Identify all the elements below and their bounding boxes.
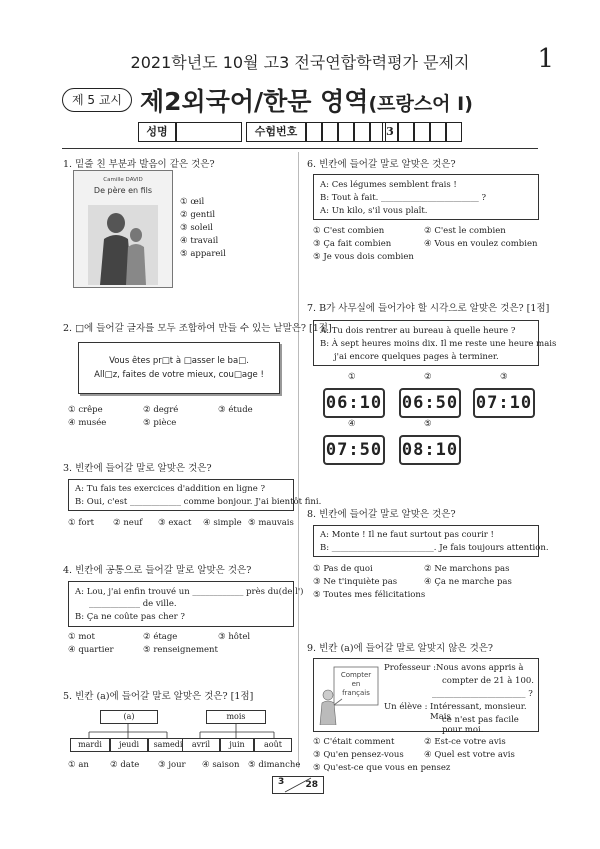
digital-clock[interactable]: 07:50 [323,435,385,465]
name-field[interactable] [176,122,242,142]
q3-line: B: Oui, c'est ____________ comme bonjour. J'ai bientôt fini. [75,497,322,507]
q2-line: All□z, faites de votre mieux, cou□age ! [94,370,264,380]
q3-dialogue-box [68,479,322,511]
subject-paren: (프랑스어 Ⅰ) [368,93,473,115]
board-line: en [351,680,361,688]
q5-option[interactable]: ① an [68,760,89,770]
q8-line: B: ________________________. Je fais toujours attention. [320,543,549,553]
q5-prompt: 5. 빈칸 (a)에 들어갈 말로 알맞은 것은? [1점] [63,691,254,702]
q9-option[interactable]: ② Est-ce votre avis [424,737,506,747]
q2-passage-box [78,342,280,394]
q4-line: ____________ de ville. [89,599,177,609]
board-line: français [342,689,370,697]
q5-word-box: samedi [148,738,188,752]
book-cover-image [73,170,173,288]
q9-option[interactable]: ① C'était comment [313,737,395,747]
q8-option[interactable]: ③ Ne t'inquiète pas [313,577,398,587]
digital-clock[interactable]: 08:10 [399,435,461,465]
q7-clock-number: ① [348,372,356,382]
q8-prompt: 8. 빈칸에 들어갈 말로 알맞은 것은? [307,509,456,520]
q4-option[interactable]: ④ quartier [68,645,114,655]
q7-clock-number: ④ [348,419,356,429]
q1-option[interactable]: ⑤ appareil [180,249,226,259]
q3-prompt: 3. 빈칸에 들어갈 말로 알맞은 것은? [63,463,212,474]
q4-option[interactable]: ② étage [143,632,178,642]
q1-option[interactable]: ③ soleil [180,223,213,233]
q7-line: B: À sept heures moins dix. Il me reste une heure mais [320,339,557,349]
q1-option[interactable]: ② gentil [180,210,216,220]
q6-option[interactable]: ③ Ça fait combien [313,239,392,249]
q7-line: j'ai encore quelques pages à terminer. [334,352,499,362]
q9-dialogue-box [313,658,539,735]
digital-clock[interactable]: 07:10 [473,388,535,418]
q5-word-box: mardi [70,738,110,752]
q4-line: A: Lou, j'ai enfin trouvé un ____________ près du(de l') [75,587,304,597]
q6-line: B: Tout à fait. _______________________ ? [320,193,487,203]
q4-option[interactable]: ① mot [68,632,95,642]
q2-option[interactable]: ① crêpe [68,405,103,415]
q2-option[interactable]: ④ musée [68,418,107,428]
q2-prompt: 2. □에 들어갈 글자를 모두 조합하여 만들 수 있는 낱말은? [1점] [63,323,332,334]
board-line: Compter [340,671,372,679]
q8-option[interactable]: ② Ne marchons pas [424,564,510,574]
q1-option[interactable]: ④ travail [180,236,219,246]
q5-option[interactable]: ③ jour [158,760,186,770]
session-badge: 제 5 교시 [62,88,132,112]
q8-dialogue-box [313,525,549,557]
digital-clock[interactable]: 06:50 [399,388,461,418]
q9-option[interactable]: ⑤ Qu'est-ce que vous en pensez [313,763,451,773]
q4-option[interactable]: ③ hôtel [218,632,251,642]
q5-word-box: jeudi [110,738,148,752]
q2-option[interactable]: ③ étude [218,405,253,415]
q9-line: ______________________ ? [432,689,533,699]
exam-no-cell[interactable] [306,122,322,142]
q5-word-box: juin [220,738,254,752]
q2-option[interactable]: ⑤ pièce [143,418,177,428]
q9-option[interactable]: ③ Qu'en pensez-vous [313,750,404,760]
subject-title [140,82,473,118]
q6-option[interactable]: ④ Vous en voulez combien [424,239,538,249]
q9-line: Intéressant, monsieur. Mais [430,702,527,722]
exam-no-digit: 3 [382,122,398,142]
q4-line: B: Ça ne coûte pas cher ? [75,612,185,622]
q4-dialogue-box [68,581,304,627]
q7-prompt: 7. B가 사무실에 들어가야 할 시각으로 알맞은 것은? [1점] [307,303,550,314]
subject-main: 제2외국어/한문 영역 [140,87,369,116]
q8-option[interactable]: ④ Ça ne marche pas [424,577,512,587]
digital-clock[interactable]: 06:10 [323,388,385,418]
footer-total: 28 [305,780,318,790]
exam-no-cell[interactable] [398,122,414,142]
page-number: 1 [537,44,554,74]
q1-option[interactable]: ① œil [180,197,205,207]
q1-options [180,196,226,261]
q4-prompt: 4. 빈칸에 공통으로 들어갈 말로 알맞은 것은? [63,565,252,576]
q8-option[interactable]: ① Pas de quoi [313,564,373,574]
q9-line: ce n'est pas facile pour moi. [442,715,519,735]
book-title: De père en fils [93,186,153,195]
exam-no-cell[interactable] [338,122,354,142]
q6-option[interactable]: ⑤ Je vous dois combien [313,252,414,262]
name-label: 성명 [138,122,176,142]
exam-no-cell[interactable] [430,122,446,142]
q3-option[interactable]: ⑤ mauvais [248,518,294,528]
q8-option[interactable]: ⑤ Toutes mes félicitations [313,590,426,600]
q1-prompt: 1. 밑줄 친 부분과 발음이 같은 것은? [63,159,215,170]
figures-illustration [88,205,158,285]
q9-prompt: 9. 빈칸 (a)에 들어갈 말로 알맞지 않은 것은? [307,643,494,654]
q5-left-root: (a) [100,710,158,724]
exam-no-label: 수험번호 [246,122,306,142]
exam-no-cell[interactable] [414,122,430,142]
q6-option[interactable]: ① C'est combien [313,226,385,236]
header-divider [62,148,538,149]
q7-clock-number: ② [424,372,432,382]
q5-right-root: mois [206,710,266,724]
q5-option[interactable]: ④ saison [202,760,240,770]
speaker-label: Un élève : [384,702,428,712]
exam-no-cell[interactable] [322,122,338,142]
q6-prompt: 6. 빈칸에 들어갈 말로 알맞은 것은? [307,159,456,170]
q4-option[interactable]: ⑤ renseignement [143,645,218,655]
footer-page: 3 [278,777,285,787]
q3-option[interactable]: ③ exact [158,518,192,528]
q7-clock-number: ⑤ [424,419,432,429]
page-title: 2021학년도 10월 고3 전국연합학력평가 문제지 [130,53,470,72]
q5-option[interactable]: ② date [110,760,140,770]
q2-option[interactable]: ② degré [143,405,179,415]
q7-line: A: Tu dois rentrer au bureau à quelle heure ? [320,326,516,336]
q2-line: Vous êtes pr□t à □asser le ba□. [109,356,249,366]
q8-line: A: Monte ! Il ne faut surtout pas courir ! [320,530,494,540]
q6-dialogue-box [313,174,539,220]
q5-word-box: avril [182,738,220,752]
q9-option[interactable]: ④ Quel est votre avis [424,750,515,760]
board-text [334,671,378,698]
q7-clock-number: ③ [500,372,508,382]
q6-option[interactable]: ② C'est le combien [424,226,506,236]
column-divider [298,152,299,768]
q6-line: A: Un kilo, s'il vous plaît. [320,206,428,216]
page-footer [272,776,324,794]
q9-line: Nous avons appris à [436,663,524,673]
speaker-label: Professeur : [384,663,436,673]
q3-line: A: Tu fais tes exercices d'addition en ligne ? [75,484,266,494]
q3-option[interactable]: ② neuf [113,518,143,528]
book-author: Camille DAVID [103,177,143,183]
q9-line: compter de 21 à 100. [442,676,534,686]
q6-line: A: Ces légumes semblent frais ! [320,180,457,190]
exam-no-cell[interactable] [446,122,462,142]
q5-option[interactable]: ⑤ dimanche [248,760,301,770]
exam-no-cell[interactable] [354,122,370,142]
q3-option[interactable]: ④ simple [203,518,242,528]
q5-word-box: août [254,738,292,752]
q3-option[interactable]: ① fort [68,518,95,528]
q7-dialogue-box [313,320,557,366]
